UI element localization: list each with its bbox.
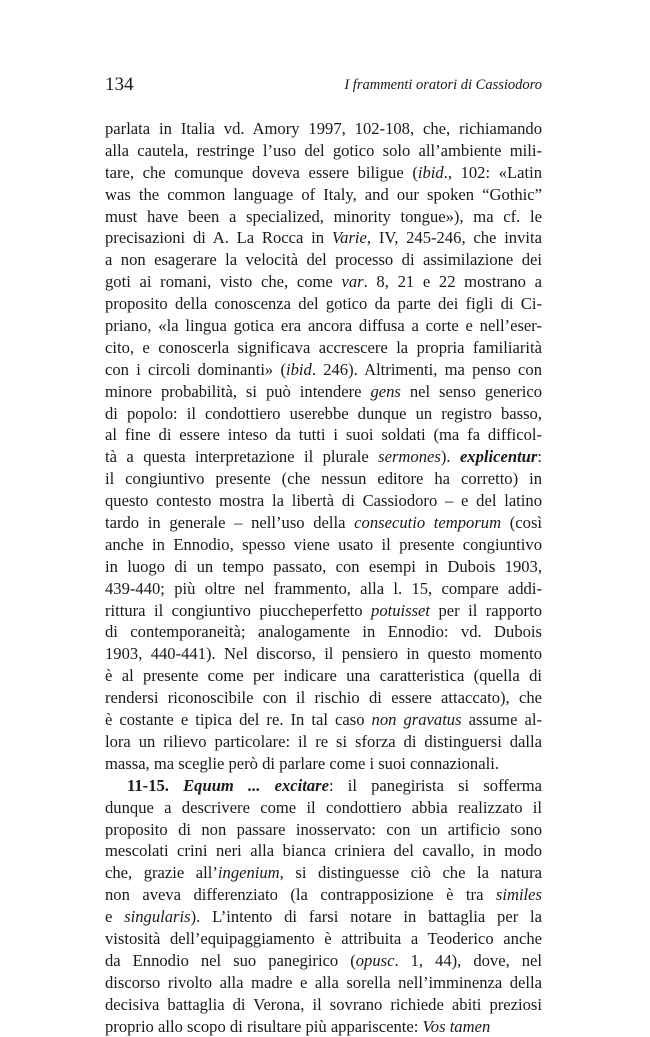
text-run: ., 102: «Latin — [443, 162, 542, 182]
text-line — [105, 600, 542, 622]
text-run: parlata in Italia vd. Amory 1997, 102-108, che, richiamando — [105, 119, 542, 138]
text-line — [105, 775, 542, 797]
text-line — [105, 819, 542, 841]
text-run: ingenium — [217, 863, 280, 883]
text-line — [105, 249, 542, 271]
text-run: non gravatus — [371, 710, 462, 730]
text-line — [105, 840, 542, 862]
text-run: goti ai romani, visto che, come — [105, 272, 342, 292]
text-line — [105, 403, 542, 425]
page-header — [105, 70, 542, 100]
text-line — [105, 337, 542, 359]
text-run: sermones — [378, 447, 441, 467]
text-line — [105, 578, 542, 600]
text-run: assume al- — [461, 710, 542, 730]
text-line — [105, 490, 542, 512]
text-run: ibid — [417, 162, 444, 182]
text-run: massa, ma sceglie però di parlare come i suoi connazionali. — [105, 753, 499, 773]
text-line — [105, 797, 542, 819]
text-run: al fine di essere inteso da tutti i suoi soldati (ma fa difficol- — [105, 425, 542, 445]
text-run: vistosità dell’equipaggiamento è attribuita a Teoderico anche — [105, 928, 542, 948]
body-text — [105, 118, 542, 1037]
text-line — [105, 271, 542, 293]
text-run: explicentur — [459, 447, 538, 467]
text-run: (così — [501, 513, 543, 533]
text-run: ). — [440, 447, 460, 467]
text-run: per il rapporto — [430, 600, 542, 620]
text-run: tardo in generale – nell’uso della — [105, 513, 355, 533]
text-run: ). L’intento di farsi notare in battaglia per la — [190, 907, 543, 927]
text-run: cito, e conoscerla significava accrescere la propria familiarità — [105, 337, 542, 357]
text-run: in luogo di un tempo passato, con esempi in Dubois 1903, — [105, 556, 542, 576]
text-line — [105, 862, 542, 884]
text-run: questo contesto mostra la libertà di Cassiodoro – e del latino — [105, 491, 542, 511]
text-run: è al presente come per indicare una caratteristica (quella di — [105, 666, 542, 686]
text-run: anche in Ennodio, spesso viene usato il presente congiuntivo — [105, 534, 542, 554]
text-run: 11-15. — [127, 775, 184, 795]
text-line — [105, 446, 542, 468]
text-run: proposito di non passare inosservato: con un artificio sono — [105, 819, 542, 839]
text-line — [105, 972, 542, 994]
text-line — [105, 928, 542, 950]
text-run: il congiuntivo presente (che nessun editore ha corretto) in — [105, 469, 542, 489]
text-line — [105, 140, 542, 162]
text-line — [105, 315, 542, 337]
text-run: consecutio temporum — [354, 513, 502, 533]
text-run: , IV, 245-246, che invita — [366, 228, 542, 248]
text-run: : il panegirista si sofferma — [328, 775, 542, 795]
text-line — [105, 884, 542, 906]
text-line — [105, 381, 542, 403]
page-number: 134 — [105, 74, 134, 95]
text-line — [105, 709, 542, 731]
text-run: di popolo: il condottiero userebbe dunque un registro basso, — [105, 403, 542, 423]
text-line — [105, 534, 542, 556]
text-run: minore probabilità, si può intendere — [105, 381, 371, 401]
text-line — [105, 206, 542, 228]
text-run: gens — [370, 381, 401, 401]
text-run: tare, che comunque doveva essere biligue ( — [105, 162, 418, 182]
text-run: precisazioni di A. La Rocca in — [105, 228, 332, 248]
text-line — [105, 643, 542, 665]
text-run: ibid — [286, 359, 312, 379]
running-title: I frammenti oratori di Cassiodoro — [344, 77, 542, 93]
text-line — [105, 184, 542, 206]
text-run: che, grazie all’ — [105, 863, 218, 883]
text-run: rittura il congiuntivo piuccheperfetto — [105, 600, 372, 620]
text-run: mescolati crini neri alla bianca criniera del cavallo, in modo — [105, 841, 542, 861]
text-run: alla cautela, restringe l’uso del gotico solo all’ambiente mili- — [105, 140, 542, 160]
text-line — [105, 468, 542, 490]
text-line — [105, 906, 542, 928]
text-run: Vos tamen — [422, 1016, 491, 1036]
text-line — [105, 512, 542, 534]
text-run: e — [105, 907, 125, 927]
text-run: Equum ... excitare — [183, 775, 329, 795]
text-line — [105, 665, 542, 687]
text-line — [105, 162, 542, 184]
text-run: da Ennodio nel suo panegirico ( — [105, 950, 356, 970]
text-line — [105, 753, 542, 775]
text-run: a non esagerare la velocità del processo di assimilazione dei — [105, 250, 542, 270]
text-run: 439-440; più oltre nel frammento, alla l. 15, compare addi- — [105, 578, 542, 598]
text-run: var — [341, 272, 364, 292]
text-run: con i circoli dominanti» ( — [105, 359, 286, 379]
text-run: rendersi riconoscibile con il rischio di essere attaccato), che — [105, 688, 542, 708]
text-run: è costante e tipica del re. In tal caso — [105, 710, 372, 730]
text-run: decisiva battaglia di Verona, il sovrano richiede abiti preziosi — [105, 994, 542, 1014]
text-run: . 1, 44), dove, nel — [394, 950, 542, 970]
text-line — [105, 1016, 542, 1037]
text-line — [105, 556, 542, 578]
text-line — [105, 731, 542, 753]
text-run: . 246). Altrimenti, ma penso con — [311, 359, 542, 379]
text-line — [105, 227, 542, 249]
text-run: priano, «la lingua gotica era ancora diffusa a corte e nell’eser- — [105, 316, 542, 336]
text-run: , si distinguesse ciò che la natura — [279, 863, 542, 883]
text-run: was the common language of Italy, and our spoken “Gothic” — [105, 184, 542, 204]
text-line — [105, 359, 542, 381]
text-line — [105, 424, 542, 446]
text-run: 1903, 440-441). Nel discorso, il pensiero in questo momento — [105, 644, 542, 664]
text-run: nel senso generico — [400, 381, 543, 401]
text-line — [105, 118, 542, 140]
text-line — [105, 994, 542, 1016]
text-run: proprio allo scopo di risultare più appariscente: — [105, 1016, 423, 1036]
text-run: discorso rivolto alla madre e alla sorella nell’imminenza della — [105, 972, 542, 992]
text-run: singularis — [124, 907, 191, 927]
text-line — [105, 621, 542, 643]
text-line — [105, 687, 542, 709]
text-run: di contemporaneità; analogamente in Ennodio: vd. Dubois — [105, 622, 542, 642]
text-line — [105, 293, 542, 315]
text-run: potuisset — [371, 600, 431, 620]
text-run: . 8, 21 e 22 mostrano a — [363, 272, 542, 292]
text-run: must have been a specialized, minority tongue»), ma cf. le — [105, 206, 542, 226]
text-run: similes — [495, 885, 542, 905]
text-run: opusc — [355, 950, 395, 970]
text-run: lora un rilievo particolare: il re si sforza di distinguersi dalla — [105, 731, 542, 751]
text-run: non aveva differenziato (la contrapposizione è tra — [105, 885, 496, 905]
text-run: proposito della conoscenza del gotico da parte dei figli di Ci- — [105, 294, 542, 314]
text-run: Varie — [331, 228, 367, 248]
text-run: : — [537, 447, 542, 467]
text-run: dunque a descrivere come il condottiero abbia realizzato il — [105, 797, 542, 817]
text-run: tà a questa interpretazione il plurale — [105, 447, 379, 467]
text-line — [105, 950, 542, 972]
